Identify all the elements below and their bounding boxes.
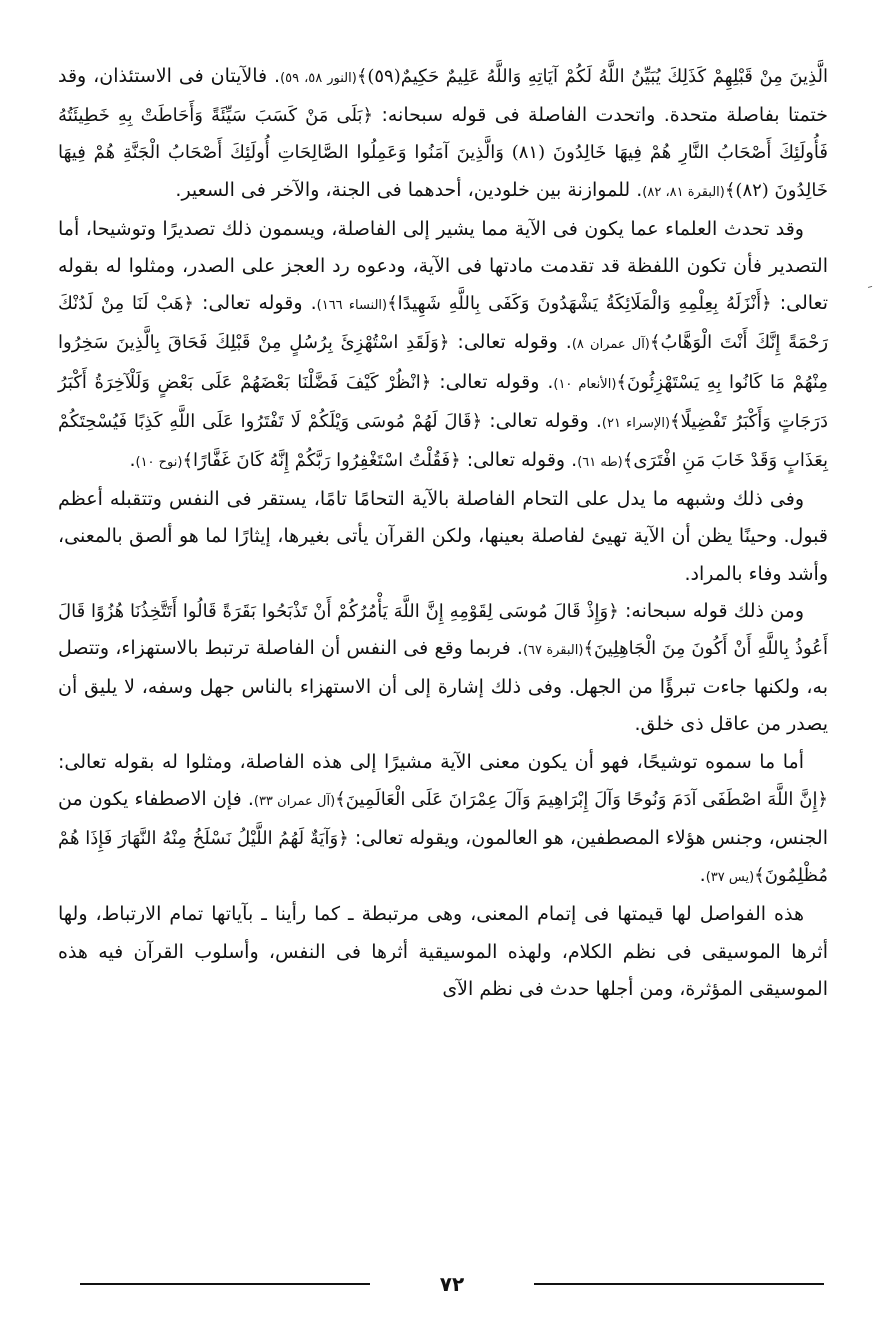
verse-reference: (الإسراء ٢١) [601,415,671,431]
page-footer [80,1272,824,1296]
text-run: أما ما سموه توشيحًا، فهو أن يكون معنى الآية مشيرًا إلى هذه الفاصلة، ومثلوا له بقوله تعالى: [58,750,804,773]
paragraph [58,896,828,1008]
text-run: وفى ذلك وشبهه ما يدل على التحام الفاصلة بالآية التحامًا تامًا، يستقر فى النفس وتتقبله أعظم قبول. وحينًا يظن أن الآية تهيئ لفاصلة بعينها، ولكن القرآن يأتى بغيرها، إيثارًا لما هو ألصق بالمعنى، وأشد وفاء بالمراد. [58,488,828,585]
quran-quote: ﴿هَبْ لَنَا مِنْ لَدُنْكَ رَحْمَةً إِنَّكَ أَنْتَ الْوَهَّابُ﴾ [58,293,829,354]
text-run: . فربما وقع فى النفس أن الفاصلة ترتبط بالاستهزاء، وتتصل به، ولكنها جاءت تبرؤًا من الجهل. وفى ذلك إشارة إلى أن الاستهزاء بالناس جهل وسفه، لا يليق أن يصدر من عاقل ذى خلق. [58,637,828,736]
paragraph [58,744,828,897]
text-run: . وقوله تعالى: [193,292,317,315]
text-run: . وقوله تعالى: [431,370,554,393]
page-number: ٧٢ [439,1272,465,1296]
verse-reference: (الأنعام ١٠) [553,376,617,392]
text-run: . [129,449,136,472]
quran-quote: ﴿إِنَّ اللَّهَ اصْطَفَى آدَمَ وَنُوحًا وَآلَ إِبْرَاهِيمَ وَآلَ عِمْرَانَ عَلَى الْعَالَمِينَ﴾ [335,788,829,810]
text-run: . وقوله تعالى: [449,331,572,354]
quran-quote: ﴿قَالَ لَهُمْ مُوسَى وَيْلَكُمْ لَا تَفْتَرُوا عَلَى اللَّهِ كَذِبًا فَيُسْحِتَكُمْ بِعَذَابٍ وَقَدْ خَابَ مَنِ افْتَرَى﴾ [58,410,828,472]
quran-quote: ﴿فَقُلْتُ اسْتَغْفِرُوا رَبَّكُمْ إِنَّهُ كَانَ غَفَّارًا﴾ [182,450,461,472]
body-text [58,58,828,1008]
text-run: هذه الفواصل لها قيمتها فى إتمام المعنى، وهى مرتبطة ـ كما رأينا ـ بآياتها تمام الارتباط، ولها أثرها الموسيقى فى نظم الكلام، ولهذه الموسيقية أثرها فى النفس، وأسلوب القرآن فيه هذه الموسيقى المؤثرة، ومن أجلها حدث فى نظم الآى [58,903,828,1000]
paragraph [58,211,828,481]
verse-reference: (يس ٣٧) [705,870,755,886]
footer-rule-right [534,1283,824,1285]
margin-mark: ﹶ [868,284,873,300]
quran-quote: ﴿انْظُرْ كَيْفَ فَضَّلْنَا بَعْضَهُمْ عَلَى بَعْضٍ وَلَلْآخِرَةُ أَكْبَرُ دَرَجَاتٍ وَأَكْبَرُ تَفْضِيلًا﴾ [58,371,828,432]
verse-reference: (النور ٥٨، ٥٩) [280,71,357,86]
text-run: . فالآيتان فى الاستئذان، وقد ختمتا بفاصلة متحدة. واتحدت الفاصلة فى قوله سبحانه: [58,65,828,127]
quran-quote: ﴿وَآيَةٌ لَهُمُ اللَّيْلُ نَسْلَخُ مِنْهُ النَّهَارَ فَإِذَا هُمْ مُظْلِمُونَ﴾ [58,828,828,887]
quran-quote: ﴿وَلَقَدِ اسْتُهْزِئَ بِرُسُلٍ مِنْ قَبْلِكَ فَحَاقَ بِالَّذِينَ سَخِرُوا مِنْهُمْ مَا كَانُوا بِهِ يَسْتَهْزِئُونَ﴾ [58,332,828,393]
paragraph [58,481,828,593]
verse-reference: (طه ٦١) [577,455,623,471]
quran-quote: ﴿بَلَى مَنْ كَسَبَ سَيِّئَةً وَأَحَاطَتْ بِهِ خَطِيئَتُهُ فَأُولَئِكَ أَصْحَابُ النَّارِ هُمْ فِيهَا خَالِدُونَ (٨١) وَالَّذِينَ آمَنُوا وَعَمِلُوا الصَّالِحَاتِ أُولَئِكَ أَصْحَابُ الْجَنَّةِ هُمْ فِيهَا خَالِدُونَ (٨٢)﴾ [58,105,828,201]
text-run: ومن ذلك قوله سبحانه: [618,599,805,622]
text-run: . وقوله تعالى: [482,409,602,432]
verse-reference: (نوح ١٠) [135,455,183,471]
text-run: . للموازنة بين خلودين، أحدهما فى الجنة، والآخر فى السعير. [175,178,643,201]
text-run: وقد تحدث العلماء عما يكون فى الآية مما يشير إلى الفاصلة، ويسمون ذلك تصديرًا وتوشيحا، أما التصدير فأن تكون اللفظة قد تقدمت مادتها فى الآية، ودعوه رد العجز على الصدر، ومثلوا له بقوله تعالى: [58,217,829,315]
paragraph [58,58,828,211]
verse-reference: (النساء ١٦٦) [316,298,388,314]
text-run: . وقوله تعالى: [460,449,578,472]
quran-quote: ﴿وَإِذْ قَالَ مُوسَى لِقَوْمِهِ إِنَّ اللَّهَ يَأْمُرُكُمْ أَنْ تَذْبَحُوا بَقَرَةً قَالُوا أَتَتَّخِذُنَا هُزُوًا قَالَ أَعُوذُ بِاللَّهِ أَنْ أَكُونَ مِنَ الْجَاهِلِينَ﴾ [58,600,828,660]
verse-reference: (البقرة ٨١، ٨٢) [642,184,725,200]
text-run: . فإن الاصطفاء يكون من الجنس، وجنس هؤلاء المصطفين، هو العالمون، ويقوله تعالى: [58,787,828,850]
text-run: . [699,864,706,887]
verse-reference: (البقرة ٦٧) [522,643,584,659]
verse-reference: (آل عمران ٨) [571,337,650,353]
paragraph [58,593,828,744]
quran-quote: ﴿أَنْزَلَهُ بِعِلْمِهِ وَالْمَلَائِكَةُ يَشْهَدُونَ وَكَفَى بِاللَّهِ شَهِيدًا﴾ [387,293,772,315]
verse-reference: (آل عمران ٣٣) [253,793,336,809]
quran-quote: الَّذِينَ مِنْ قَبْلِهِمْ كَذَلِكَ يُبَيِّنُ اللَّهُ لَكُمْ آيَاتِهِ وَاللَّهُ عَلِيمٌ حَكِيمٌ(٥٩)﴾ [356,66,828,87]
